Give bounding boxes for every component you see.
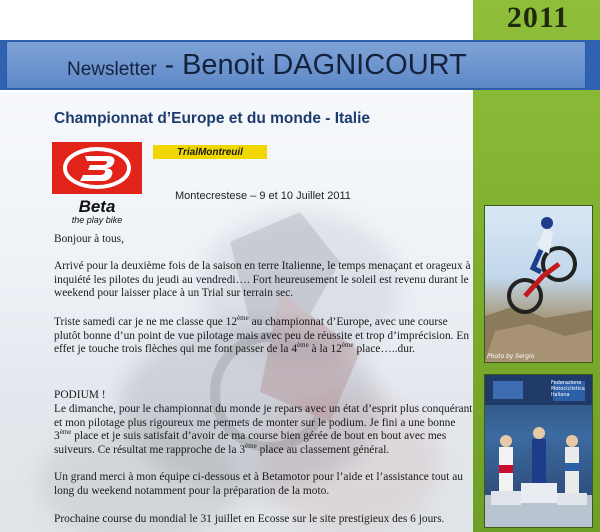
- p3-text-a: Le dimanche, pour le championnat du monde je repars avec un état d’esprit plus conquérant et mon pilotage plus rigoureux me permets de monter sur le podium. Je fini a une bonne 3: [54, 403, 473, 443]
- p2-sup1: ème: [237, 314, 249, 323]
- podium-heading: PODIUM !: [54, 389, 106, 401]
- newsletter-label: Newsletter: [67, 59, 157, 80]
- p2-text-c: à la 12: [308, 343, 342, 356]
- year-label: 2011: [506, 1, 570, 34]
- p2-text-b: au championnat d’Europe, avec une course plutôt bonne d’un point de vue pilotage mais avec peu de réussite et trop d’imprécision. En effet je touche trois flèches qui me font passer de la 4: [54, 316, 470, 356]
- p3-sup1: ème: [59, 428, 72, 437]
- p3-text-b: place et je suis satisfait d’avoir de ma course bien gérée de bout en bout avec mes suiveurs. Ce résultat me rapproche de la 3: [54, 430, 447, 456]
- rider-photo: [484, 205, 593, 363]
- paragraph-thanks: Un grand merci à mon équipe ci-dessous et à Betamotor pour l’aide et l’assistance tout au long du weekend notamment pour la préparation de la moto.: [54, 471, 463, 497]
- p2-text-d: place…..dur.: [353, 343, 415, 356]
- p2-text-a: Triste samedi car je ne me classe que 12: [54, 316, 238, 328]
- paragraph-weather: Arrivé pour la deuxième fois de la saison en terre Italienne, le temps menaçant et orageux à inquiété les pilotes du jeudi au vendredi…. Fort heureusement le soleil est revenu durant le weekend pour laisser place à un Trial sur terrain sec.: [54, 260, 471, 300]
- header-separator: -: [164, 49, 175, 80]
- paragraph-next-race: Prochaine course du mondial le 31 juillet en Ecosse sur le site prestigieux des 6 jours.: [54, 513, 445, 525]
- trial-montreuil-logo: TrialMontreuil: [153, 145, 267, 159]
- beta-logo: [52, 142, 142, 225]
- p3-sup2: ème: [245, 441, 257, 450]
- podium-banner: Federazione Motociclistica Italiana: [551, 380, 585, 398]
- photo-credit: Photo by Sergio: [487, 353, 535, 360]
- p2-sup3: ème: [341, 341, 354, 350]
- p3-text-c: place au classement général.: [256, 443, 390, 456]
- paragraph-saturday: [54, 316, 474, 357]
- beta-brand-text: Beta: [78, 197, 116, 216]
- paragraph-sunday: [54, 403, 474, 457]
- beta-tagline-text: the play bike: [71, 215, 123, 225]
- author-name: Benoit DAGNICOURT: [182, 48, 467, 81]
- event-date-line: Montecrestese – 9 et 10 Juillet 2011: [175, 190, 351, 202]
- article-title: Championnat d’Europe et du monde - Italie: [54, 110, 371, 127]
- newsletter-header: [6, 41, 586, 89]
- p2-sup2: ème: [297, 341, 309, 350]
- podium-photo: [484, 374, 593, 528]
- greeting: Bonjour à tous,: [54, 233, 124, 245]
